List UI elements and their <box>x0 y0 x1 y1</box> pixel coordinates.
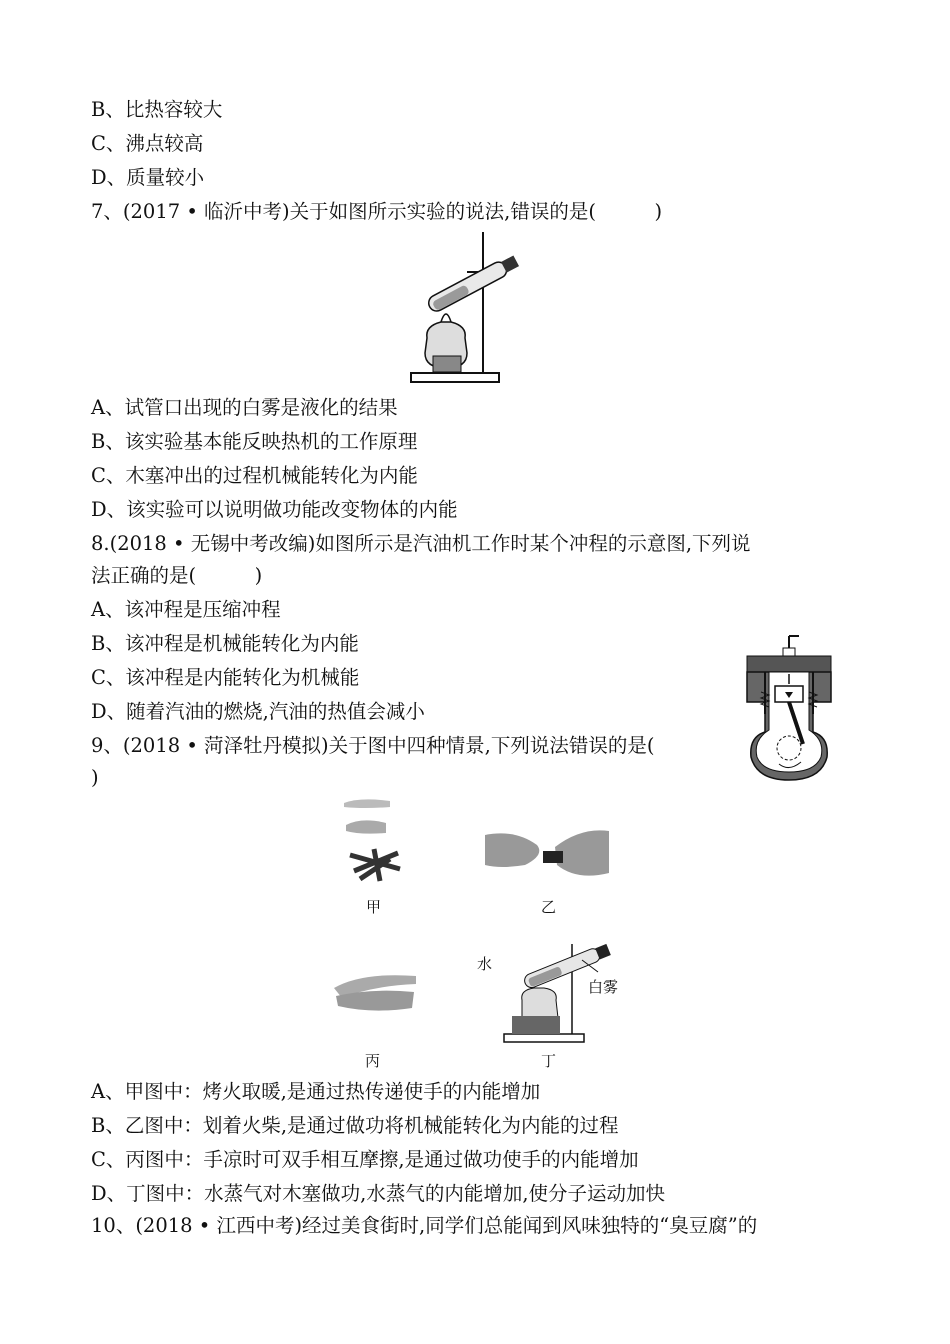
q6-option-c: C、沸点较高 <box>91 132 204 155</box>
q7-option-b: B、该实验基本能反映热机的工作原理 <box>91 430 418 453</box>
q8-stem-line2: 法正确的是( ) <box>91 564 263 587</box>
q7-option-d: D、该实验可以说明做功能改变物体的内能 <box>91 498 458 521</box>
caption-yi: 乙 <box>541 898 557 916</box>
q6-option-b: B、比热容较大 <box>91 98 223 121</box>
q10-stem-line1: 10、(2018 • 江西中考)经过美食街时,同学们总能闻到风味独特的“臭豆腐”的 <box>91 1214 758 1237</box>
label-white-mist: 白雾 <box>588 978 619 996</box>
caption-bing: 丙 <box>365 1052 381 1070</box>
q8-option-c: C、该冲程是内能转化为机械能 <box>91 666 360 689</box>
q9-option-a: A、甲图中：烤火取暖,是通过热传递使手的内能增加 <box>91 1080 541 1103</box>
q9-stem-line1: 9、(2018 • 菏泽牡丹模拟)关于图中四种情景,下列说法错误的是( <box>91 734 655 757</box>
q6-option-d: D、质量较小 <box>91 166 205 189</box>
label-water: 水 <box>477 955 493 973</box>
q8-option-a: A、该冲程是压缩冲程 <box>91 598 281 621</box>
fire-warming-figure <box>340 795 410 885</box>
q9-option-c: C、丙图中：手凉时可双手相互摩擦,是通过做功使手的内能增加 <box>91 1148 639 1171</box>
caption-ding: 丁 <box>541 1052 557 1070</box>
q9-stem-line2: ) <box>91 766 99 789</box>
q8-stem-line1: 8.(2018 • 无锡中考改编)如图所示是汽油机工作时某个冲程的示意图,下列说 <box>91 532 751 555</box>
q8-option-d: D、随着汽油的燃烧,汽油的热值会减小 <box>91 700 425 723</box>
q9-option-b: B、乙图中：划着火柴,是通过做功将机械能转化为内能的过程 <box>91 1114 619 1137</box>
q7-test-tube-figure <box>405 228 525 386</box>
hand-rubbing-figure <box>332 968 418 1018</box>
caption-jia: 甲 <box>366 898 382 916</box>
q7-stem: 7、(2017 • 临沂中考)关于如图所示实验的说法,错误的是( ) <box>91 200 663 223</box>
q8-option-b: B、该冲程是机械能转化为内能 <box>91 632 359 655</box>
q8-engine-figure <box>743 632 835 782</box>
match-striking-figure <box>485 825 609 883</box>
q7-option-c: C、木塞冲出的过程机械能转化为内能 <box>91 464 418 487</box>
q7-option-a: A、试管口出现的白雾是液化的结果 <box>91 396 398 419</box>
q9-option-d: D、丁图中：水蒸气对木塞做功,水蒸气的内能增加,使分子运动加快 <box>91 1182 666 1205</box>
